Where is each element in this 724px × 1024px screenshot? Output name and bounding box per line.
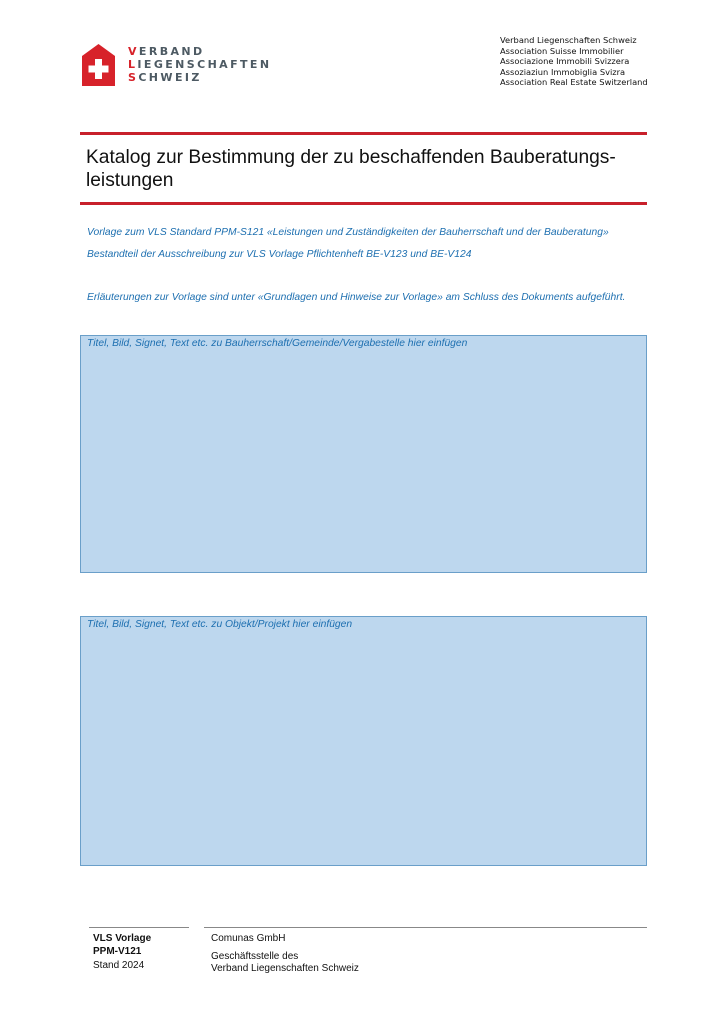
project-placeholder-text: Titel, Bild, Signet, Text etc. zu Objekt/Projekt hier einfügen (87, 619, 353, 630)
logo-line-1: VERBAND (128, 45, 205, 58)
swiss-house-icon (82, 44, 115, 86)
vls-logo (82, 44, 282, 88)
footer-doc-type: VLS Vorlage (93, 933, 152, 944)
footer-stand: Stand 2024 (93, 960, 145, 971)
project-placeholder-box[interactable] (80, 616, 647, 866)
title-line-2: leistungen (86, 170, 174, 191)
association-name-rm: Assoziaziun Immobiglia Svizra (500, 66, 626, 77)
association-name-it: Associazione Immobili Svizzera (500, 56, 630, 67)
association-names (500, 35, 648, 88)
footer-doc-code: PPM-V121 (93, 945, 142, 957)
footer-publisher-info (211, 933, 359, 976)
title-rule-top (80, 132, 647, 135)
association-name-en: Association Real Estate Switzerland (500, 77, 648, 88)
logo-line-3: SCHWEIZ (128, 71, 202, 84)
explanation-note: Erläuterungen zur Vorlage sind unter «Grundlagen und Hinweise zur Vorlage» am Schluss des Dokuments aufgeführt. (87, 292, 626, 303)
client-placeholder-text: Titel, Bild, Signet, Text etc. zu Bauherrschaft/Gemeinde/Vergabestelle hier einfügen (87, 338, 468, 349)
association-name-de: Verband Liegenschaften Schweiz (500, 35, 637, 45)
logo-line-2: LIEGENSCHAFTEN (128, 58, 272, 71)
logo-wordmark (128, 45, 271, 84)
title-rule-bottom (80, 202, 647, 205)
footer-rule-right (204, 927, 647, 928)
footer-company: Comunas GmbH (211, 933, 286, 944)
client-placeholder-box[interactable] (80, 335, 647, 573)
title-line-1: Katalog zur Bestimmung der zu beschaffenden Bauberatungs- (86, 147, 616, 168)
footer-rule-left (89, 927, 189, 928)
footer-office-line-2: Verband Liegenschaften Schweiz (211, 963, 359, 974)
component-note: Bestandteil der Ausschreibung zur VLS Vorlage Pflichtenheft BE-V123 und BE-V124 (87, 249, 472, 260)
footer-office-line-1: Geschäftsstelle des (211, 950, 299, 962)
template-note: Vorlage zum VLS Standard PPM-S121 «Leistungen und Zuständigkeiten der Bauherrschaft und der Bauberatung» (87, 227, 609, 238)
document-title (86, 146, 646, 192)
association-name-fr: Association Suisse Immobilier (500, 45, 624, 56)
footer-document-info (93, 933, 151, 973)
